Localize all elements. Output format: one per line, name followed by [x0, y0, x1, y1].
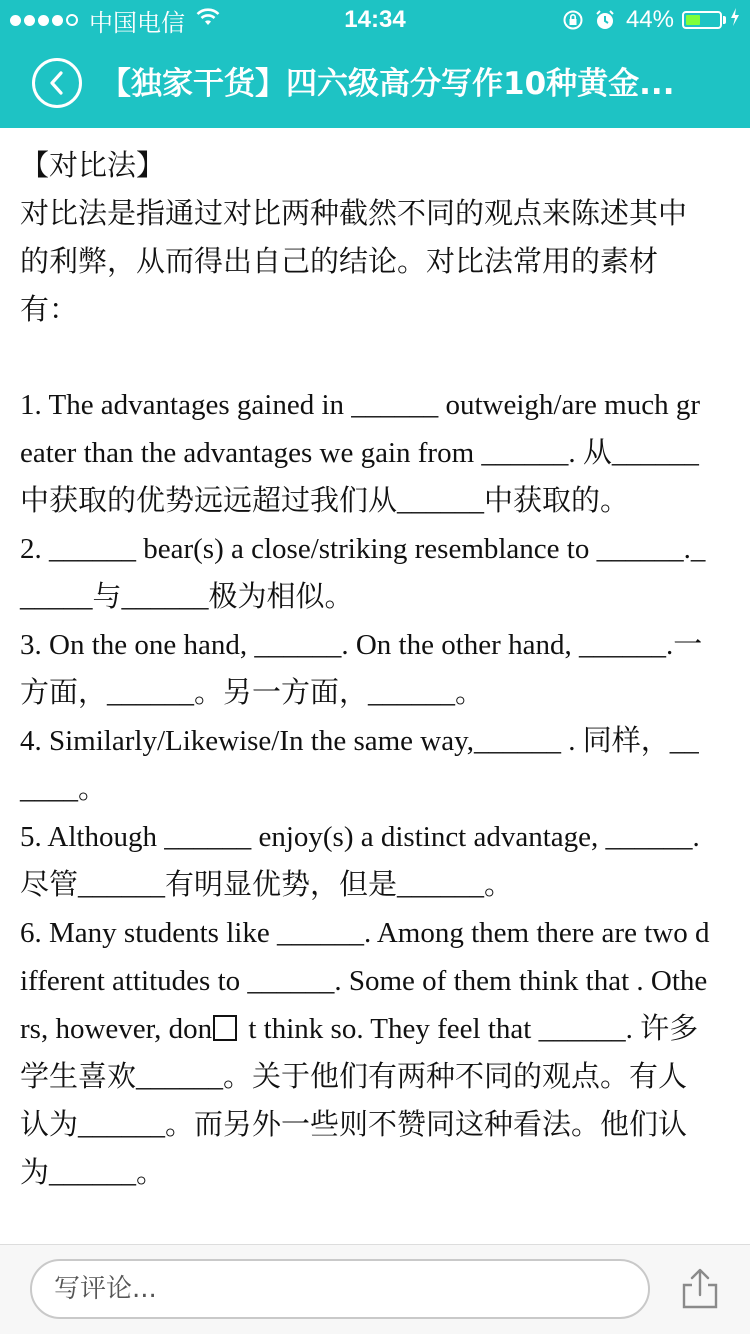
section-heading: 【对比法】	[20, 148, 166, 182]
list-item-6-part-a: 6. Many students like ______. Among them there are two different attitudes to ______. Some of them think that . Others, however, don	[20, 917, 710, 1045]
missing-glyph-box	[213, 1015, 237, 1041]
bottom-bar	[0, 1244, 750, 1334]
rotation-lock-icon	[562, 9, 584, 31]
battery-percent: 44%	[625, 6, 674, 33]
back-button[interactable]	[32, 58, 82, 108]
comment-input[interactable]: 写评论...	[30, 1259, 650, 1319]
page-title: 【独家干货】四六级高分写作10种黄金...	[100, 66, 675, 102]
nav-bar	[0, 40, 750, 128]
charging-icon	[730, 6, 740, 34]
list-item-5: 5. Although ______ enjoy(s) a distinct advantage, ______.尽管______有明显优势，但是______。	[20, 821, 700, 901]
list-item-2: 2. ______ bear(s) a close/striking resemblance to ______.______与______极为相似。	[20, 533, 706, 613]
list-item-4: 4. Similarly/Likewise/In the same way,______ . 同样，______。	[20, 725, 699, 805]
list-item-6-part-b: t think so. They feel that ______. 许多学生喜欢______。关于他们有两种不同的观点。有人认为______。而另外一些则不赞同这种看法。他们认为______。	[20, 1013, 699, 1189]
alarm-icon	[594, 9, 616, 31]
chevron-left-icon	[46, 70, 68, 96]
blank-line	[20, 333, 710, 381]
status-right	[562, 6, 740, 34]
list-item-6	[20, 909, 710, 1197]
list-item-1: 1. The advantages gained in ______ outweigh/are much greater than the advantages we gain from ______. 从______中获取的优势远远超过我们从______中获取的。	[20, 389, 700, 517]
article-body	[20, 141, 710, 1197]
share-icon	[678, 1267, 722, 1311]
intro-paragraph: 对比法是指通过对比两种截然不同的观点来陈述其中的利弊，从而得出自己的结论。对比法常用的素材有：	[20, 196, 688, 326]
carrier-label: 中国电信	[89, 9, 185, 37]
list-item-3: 3. On the one hand, ______. On the other hand, ______.一方面，______。另一方面，______。	[20, 629, 703, 709]
share-button[interactable]	[678, 1267, 722, 1311]
battery-fill	[686, 15, 700, 25]
status-time: 14:34	[344, 6, 406, 33]
battery-icon	[682, 11, 722, 29]
battery-tip	[723, 16, 726, 24]
status-bar	[0, 0, 750, 40]
